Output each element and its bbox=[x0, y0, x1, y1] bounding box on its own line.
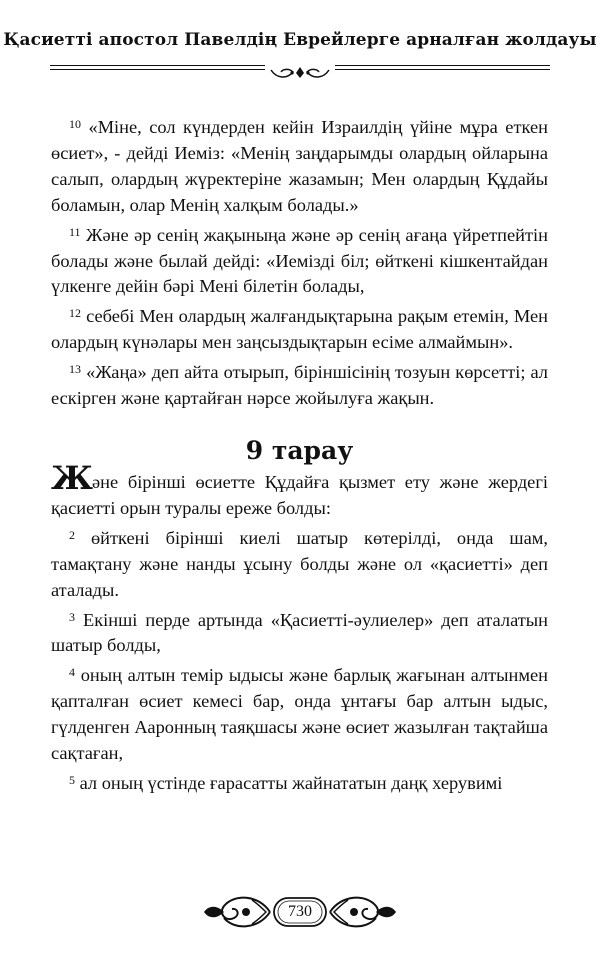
verse-text: Және әр сенің жақыныңа және әр сенің ағаңа үйретпейтін болады және былай дейді: «Иемізді біл; өйткені кішкентайдан үлкенге дейін бәрі Мені білетін болады, bbox=[51, 224, 548, 297]
verse-text: Екінші перде артында «Қасиетті-әулиелер» деп аталатын шатыр болды, bbox=[51, 609, 548, 656]
verse-10 bbox=[51, 115, 548, 219]
verse-4 bbox=[51, 663, 548, 767]
verse-11 bbox=[51, 223, 548, 301]
verse-text: ал оның үстінде ғарасатты жайнататын даңқ херувимі bbox=[79, 772, 503, 793]
verse-5 bbox=[51, 771, 548, 797]
verse-text: өйткені бірінші киелі шатыр көтерілді, онда шам, тамақтану және нанды ұсыну болды және ол «қасиетті» деп аталады. bbox=[51, 527, 548, 600]
verse-text: «Жаңа» деп айта отырып, біріншісінің тозуын көрсетті; ал ескірген және қартайған нәрсе жойылуға жақын. bbox=[51, 362, 548, 409]
drop-cap: Ж bbox=[51, 458, 92, 497]
chapter-first-verse bbox=[51, 458, 548, 522]
verse-number: 3 bbox=[69, 609, 75, 624]
verse-3 bbox=[51, 608, 548, 660]
page-body bbox=[51, 115, 548, 801]
verse-number: 2 bbox=[69, 527, 75, 542]
verse-text: себебі Мен олардың жалғандықтарына рақым етемін, Мен олардың күнәлары мен заңсыздықтарын есіме алмаймын». bbox=[51, 306, 548, 353]
verse-text: оның алтын темір ыдысы және барлық жағынан алтынмен қапталған өсиет кемесі бар, онда ұнтағы бар алтын ыдыс, гүлденген Ааронның таяқшасы және өсиет жазылған тақтайша сақтаған, bbox=[51, 665, 548, 764]
verse-number: 10 bbox=[69, 117, 81, 131]
verse-number: 12 bbox=[69, 306, 81, 321]
verse-number: 11 bbox=[69, 224, 81, 239]
verse-number: 4 bbox=[69, 665, 75, 680]
running-header: Қасиетті апостол Павелдің Еврейлерге арналған жолдауы bbox=[3, 30, 597, 50]
page-number: 730 bbox=[288, 903, 312, 920]
verse-12 bbox=[51, 304, 548, 356]
verse-text: әне бірінші өсиетте Құдайға қызмет ету және жердегі қасиетті орын туралы ереже болды: bbox=[51, 471, 548, 518]
verse-number: 13 bbox=[69, 362, 81, 377]
chapter-heading: 9 тарау bbox=[245, 435, 354, 465]
verse-text: «Міне, сол күндерден кейін Израилдің үйіне мұра еткен өсиет», - дейді Иеміз: «Менің заңдарымды олардың ойларына салып, олардың жүректеріне жазамын; Мен олардың Құдайы боламын, олар Менің халқым болады.» bbox=[51, 117, 548, 215]
verse-13 bbox=[51, 360, 548, 412]
verse-number: 5 bbox=[69, 772, 75, 787]
header-ornament-icon bbox=[265, 64, 335, 80]
verse-2 bbox=[51, 526, 548, 604]
